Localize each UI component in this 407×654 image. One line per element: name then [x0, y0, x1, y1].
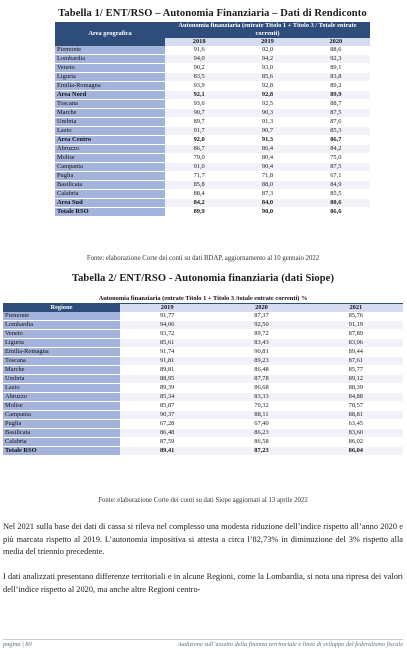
- table-cell: 91,77: [120, 312, 214, 321]
- row-label: Basilicata: [55, 181, 165, 190]
- table-cell: 89,41: [120, 447, 214, 456]
- page-number: pagina | 80: [3, 641, 32, 648]
- table-row: [55, 46, 370, 55]
- table-cell: 85,76: [309, 312, 403, 321]
- table-cell: 83,06: [309, 339, 403, 348]
- table-cell: 83,5: [165, 73, 233, 82]
- table-cell: 91,74: [120, 348, 214, 357]
- table-row: [3, 366, 403, 375]
- table-cell: 91,7: [165, 127, 233, 136]
- table-cell: 85,3: [302, 127, 370, 136]
- table-cell: 89,9: [302, 91, 370, 100]
- table-cell: 67,28: [120, 420, 214, 429]
- table-cell: 90,3: [233, 109, 301, 118]
- table-cell: 87,59: [120, 438, 214, 447]
- table-2: [3, 295, 403, 456]
- table-row: [3, 438, 403, 447]
- table-cell: 78,57: [309, 402, 403, 411]
- row-label: Abruzzo: [3, 393, 120, 402]
- table-cell: 85,5: [302, 190, 370, 199]
- row-label: Basilicata: [3, 429, 120, 438]
- table-cell: 93,0: [233, 64, 301, 73]
- table-cell: 89,1: [302, 64, 370, 73]
- table-2-metric-header: Autonomia finanziaria (entrate Titolo 1 + Titolo 3 /totale entrate correnti) %: [3, 295, 403, 304]
- table-cell: 85,8: [165, 181, 233, 190]
- row-label: Puglia: [55, 172, 165, 181]
- table-cell: 92,0: [165, 136, 233, 145]
- table-cell: 80,6: [302, 199, 370, 208]
- table-cell: 94,0: [165, 55, 233, 64]
- row-label: Lombardia: [55, 55, 165, 64]
- table-row: [3, 393, 403, 402]
- table-cell: 88,0: [233, 181, 301, 190]
- row-label: Veneto: [3, 330, 120, 339]
- page-footer: [3, 639, 403, 648]
- table-cell: 75,0: [302, 154, 370, 163]
- table-cell: 89,23: [214, 357, 308, 366]
- table-cell: 89,44: [309, 348, 403, 357]
- table-cell: 89,72: [214, 330, 308, 339]
- table-cell: 86,7: [165, 145, 233, 154]
- table-cell: 87,6: [302, 118, 370, 127]
- table-cell: 83,60: [309, 429, 403, 438]
- row-label: Totale RSO: [3, 447, 120, 456]
- table-row: [3, 375, 403, 384]
- table-cell: 93,72: [120, 330, 214, 339]
- row-label: Veneto: [55, 64, 165, 73]
- table-cell: 88,6: [302, 46, 370, 55]
- table-row: [55, 127, 370, 136]
- table-cell: 86,58: [214, 438, 308, 447]
- table-cell: 87,5: [302, 109, 370, 118]
- row-label: Calabria: [3, 438, 120, 447]
- table-cell: 88,95: [120, 375, 214, 384]
- table-cell: 90,7: [233, 127, 301, 136]
- table-cell: 89,2: [302, 82, 370, 91]
- table-cell: 83,33: [214, 393, 308, 402]
- table-cell: 91,81: [120, 357, 214, 366]
- table-row: [55, 181, 370, 190]
- table-cell: 89,39: [120, 384, 214, 393]
- table-row: [3, 411, 403, 420]
- table-row: [3, 339, 403, 348]
- table-cell: 90,81: [214, 348, 308, 357]
- table-cell: 86,4: [233, 145, 301, 154]
- table-row: [55, 145, 370, 154]
- table-row: [55, 82, 370, 91]
- body-paragraph: I dati analizzati presentano differenze territoriali e in alcune Regioni, come la Lombardia, si nota una ripresa dei valori dell’indice rispetto al 2020, ma anche altre Regioni centro-: [3, 572, 403, 594]
- table-cell: 88,4: [165, 190, 233, 199]
- row-label: Area Centro: [55, 136, 165, 145]
- table-cell: 84,88: [309, 393, 403, 402]
- table-row: [3, 384, 403, 393]
- table-row: [3, 348, 403, 357]
- table-row: [55, 91, 370, 100]
- table-cell: 67,1: [302, 172, 370, 181]
- table-cell: 87,89: [309, 330, 403, 339]
- table-cell: 92,3: [302, 55, 370, 64]
- row-label: Toscana: [3, 357, 120, 366]
- table-row: [55, 118, 370, 127]
- table-row: [55, 100, 370, 109]
- table-cell: 85,6: [233, 73, 301, 82]
- row-label: Campania: [55, 163, 165, 172]
- row-label: Molise: [55, 154, 165, 163]
- table-cell: 86,04: [309, 447, 403, 456]
- table-cell: 87,37: [214, 312, 308, 321]
- table-cell: 88,7: [302, 100, 370, 109]
- table-1-year-header: 2018: [165, 38, 233, 46]
- table-cell: 91,3: [233, 136, 301, 145]
- table-row: [55, 55, 370, 64]
- table-row: [55, 208, 370, 217]
- table-cell: 86,6: [302, 208, 370, 217]
- table-cell: 84,0: [233, 199, 301, 208]
- row-label: Emilia-Romagna: [3, 348, 120, 357]
- row-label: Totale RSO: [55, 208, 165, 217]
- table-1-source: Fonte: elaborazione Corte dei conti su dati BDAP, aggiornamento al 10 gennaio 2022: [86, 255, 320, 262]
- table-row: [3, 312, 403, 321]
- body-paragraph: Nel 2021 sulla base dei dati di cassa si rileva nel complesso una modesta riduzione dell’indice rispetto all’anno 2020 e più marcata rispetto al 2019. L’autonomia impositiva si attesta a circa l’82,73% in diminuzione del 3% rispetto alla media del triennio precedente.: [3, 522, 403, 557]
- table-cell: 91,0: [165, 163, 233, 172]
- table-cell: 67,40: [214, 420, 308, 429]
- row-label: Area Sud: [55, 199, 165, 208]
- table-cell: 86,68: [214, 384, 308, 393]
- table-cell: 86,7: [302, 136, 370, 145]
- table-row: [55, 64, 370, 73]
- table-cell: 84,2: [165, 199, 233, 208]
- table-2-year-header: 2020: [214, 304, 308, 313]
- table-cell: 92,5: [233, 100, 301, 109]
- row-label: Emilia-Romagna: [55, 82, 165, 91]
- table-2-block: [3, 295, 403, 456]
- row-label: Puglia: [3, 420, 120, 429]
- row-label: Lazio: [55, 127, 165, 136]
- table-row: [55, 154, 370, 163]
- table-row: [55, 172, 370, 181]
- table-cell: 91,19: [309, 321, 403, 330]
- table-1-year-header: 2020: [302, 38, 370, 46]
- row-label: Marche: [3, 366, 120, 375]
- footer-title: Audizione sull’assetto della finanza territoriale e linee di sviluppo del federalismo fiscale: [177, 641, 403, 648]
- table-1: [55, 22, 370, 217]
- table-cell: 94,06: [120, 321, 214, 330]
- table-2-source: Fonte: elaborazione Corte dei conti su dati Siope aggiornati al 13 aprile 2022: [98, 497, 308, 504]
- table-row: [3, 357, 403, 366]
- table-row: [3, 402, 403, 411]
- table-cell: 89,12: [309, 375, 403, 384]
- table-row: [55, 199, 370, 208]
- table-cell: 93,9: [165, 82, 233, 91]
- table-cell: 91,6: [165, 46, 233, 55]
- table-cell: 63,45: [309, 420, 403, 429]
- table-cell: 83,43: [214, 339, 308, 348]
- table-cell: 87,78: [214, 375, 308, 384]
- table-cell: 86,48: [214, 366, 308, 375]
- table-cell: 79,0: [165, 154, 233, 163]
- row-label: Campania: [3, 411, 120, 420]
- table-cell: 92,8: [233, 82, 301, 91]
- table-cell: 90,37: [120, 411, 214, 420]
- table-cell: 87,3: [233, 190, 301, 199]
- table-2-region-header: Regione: [3, 304, 120, 313]
- table-2-year-header: 2019: [120, 304, 214, 313]
- table-row: [3, 420, 403, 429]
- table-cell: 92,1: [165, 91, 233, 100]
- row-label: Liguria: [55, 73, 165, 82]
- table-2-year-header: 2021: [309, 304, 403, 313]
- table-cell: 84,9: [302, 181, 370, 190]
- table-cell: 90,2: [165, 64, 233, 73]
- table-cell: 84,2: [302, 145, 370, 154]
- table-cell: 85,77: [309, 366, 403, 375]
- row-label: Abruzzo: [55, 145, 165, 154]
- table-cell: 89,81: [120, 366, 214, 375]
- table-cell: 92,0: [233, 46, 301, 55]
- table-cell: 89,7: [165, 118, 233, 127]
- row-label: Area Nord: [55, 91, 165, 100]
- table-cell: 83,8: [302, 73, 370, 82]
- table-1-year-header: 2019: [233, 38, 301, 46]
- table-cell: 86,02: [309, 438, 403, 447]
- table-row: [3, 321, 403, 330]
- row-label: Molise: [3, 402, 120, 411]
- row-label: Umbria: [3, 375, 120, 384]
- row-label: Lazio: [3, 384, 120, 393]
- table-cell: 88,81: [309, 411, 403, 420]
- table-cell: 90,0: [233, 208, 301, 217]
- table-row: [55, 109, 370, 118]
- table-row: [55, 190, 370, 199]
- table-cell: 90,4: [233, 163, 301, 172]
- table-cell: 85,87: [120, 402, 214, 411]
- table-cell: 88,39: [309, 384, 403, 393]
- table-cell: 92,8: [233, 91, 301, 100]
- table-cell: 85,61: [120, 339, 214, 348]
- table-cell: 94,2: [233, 55, 301, 64]
- table-cell: 93,6: [165, 100, 233, 109]
- table-cell: 87,23: [214, 447, 308, 456]
- table-cell: 87,61: [309, 357, 403, 366]
- table-cell: 88,11: [214, 411, 308, 420]
- table-1-metric-header: Autonomia finanziaria (entrate Titolo 1 + Titolo 3 / Totale entrate correnti): [165, 22, 370, 38]
- table-cell: 71,8: [233, 172, 301, 181]
- table-row: [3, 429, 403, 438]
- table-cell: 87,5: [302, 163, 370, 172]
- table-row: [3, 330, 403, 339]
- table-row: [55, 73, 370, 82]
- table-cell: 86,48: [120, 429, 214, 438]
- row-label: Marche: [55, 109, 165, 118]
- row-label: Calabria: [55, 190, 165, 199]
- table-row: [3, 447, 403, 456]
- row-label: Piemonte: [3, 312, 120, 321]
- row-label: Piemonte: [55, 46, 165, 55]
- row-label: Liguria: [3, 339, 120, 348]
- table-cell: 90,7: [165, 109, 233, 118]
- table-cell: 89,9: [165, 208, 233, 217]
- row-label: Toscana: [55, 100, 165, 109]
- table-row: [55, 163, 370, 172]
- table-cell: 71,7: [165, 172, 233, 181]
- row-label: Lombardia: [3, 321, 120, 330]
- table-cell: 92,50: [214, 321, 308, 330]
- table-row: [55, 136, 370, 145]
- table-cell: 85,34: [120, 393, 214, 402]
- table-cell: 80,4: [233, 154, 301, 163]
- table-cell: 86,23: [214, 429, 308, 438]
- table-1-title: Tabella 1/ ENT/RSO – Autonomia Finanziaria – Dati di Rendiconto: [58, 8, 367, 19]
- table-cell: 70,32: [214, 402, 308, 411]
- table-1-block: [55, 7, 370, 217]
- row-label: Umbria: [55, 118, 165, 127]
- table-cell: 91,3: [233, 118, 301, 127]
- table-1-region-header: Area geografica: [55, 22, 165, 46]
- table-2-title: Tabella 2/ ENT/RSO - Autonomia finanziaria (dati Siope): [71, 273, 335, 284]
